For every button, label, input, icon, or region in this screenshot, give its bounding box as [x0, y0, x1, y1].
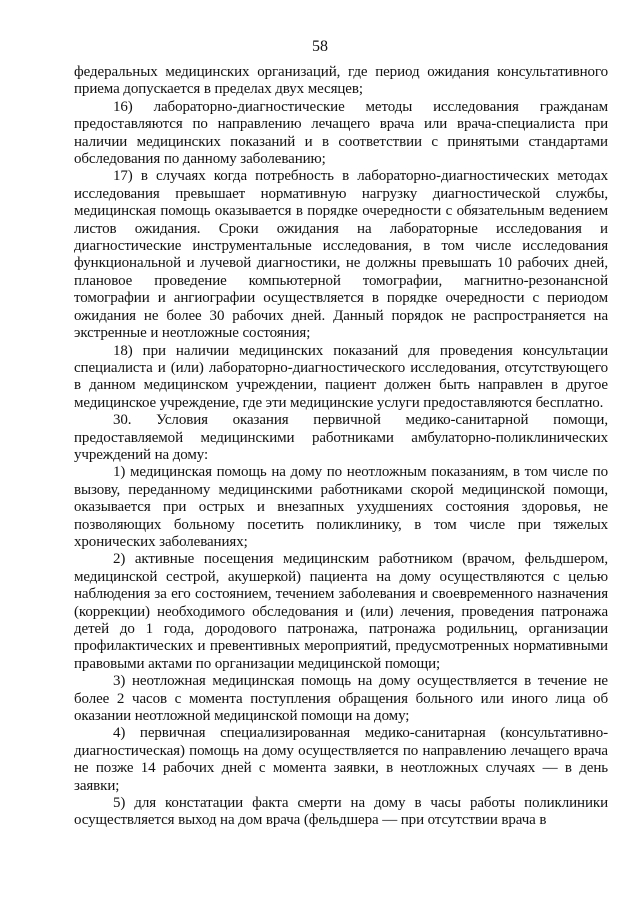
paragraph-item-1: 1) медицинская помощь на дому по неотложным показаниям, в том числе по вызову, переданному медицинскими работниками скорой медицинской помощи, оказывается при острых и внезапных ухудшениях состояния здоровья, не позволяющих больному посетить поликлинику, в том числе при тяжелых хронических заболеваниях; — [74, 464, 608, 550]
paragraph-item-5: 5) для констатации факта смерти на дому в часы работы поликлиники осуществляется выход на дом врача (фельдшера — при отсутствии врача в — [74, 795, 608, 829]
document-body — [74, 64, 608, 830]
paragraph-item-4: 4) первичная специализированная медико-санитарная (консультативно-диагностическая) помощь на дому осуществляется по направлению лечащего врача не позже 14 рабочих дней с момента заявки, в неотложных случаях — в день заявки; — [74, 725, 608, 794]
paragraph-item-3: 3) неотложная медицинская помощь на дому осуществляется в течение не более 2 часов с момента поступления обращения больного или иного лица об оказании неотложной медицинской помощи на дому; — [74, 673, 608, 725]
page-number: 58 — [312, 38, 328, 55]
paragraph-item-16: 16) лабораторно-диагностические методы исследования гражданам предоставляются по направлению лечащего врача или врача-специалиста при наличии медицинских показаний и в соответствии с принятыми стандартами обследования по данному заболеванию; — [74, 98, 608, 168]
paragraph-item-17: 17) в случаях когда потребность в лабораторно-диагностических методах исследования превышает нормативную нагрузку диагностической службы, медицинская помощь оказывается в порядке очередности с обязательным ведением листов ожидания. Сроки ожидания на лабораторные исследования и диагностические инструментальные исследования, в том числе исследования функциональной и лучевой диагностики, не должны превышать 10 рабочих дней, плановое проведение компьютерной томографии, магнитно-резонансной томографии и ангиографии осуществляется в порядке очередности с периодом ожидания не более 30 рабочих дней. Данный порядок не распространяется на экстренные и неотложные состояния; — [74, 168, 608, 342]
paragraph-continuation: федеральных медицинских организаций, где период ожидания консультативного приема допускается в пределах двух месяцев; — [74, 64, 608, 98]
paragraph-item-2: 2) активные посещения медицинским работником (врачом, фельдшером, медицинской сестрой, акушеркой) пациента на дому осуществляются с целью наблюдения за его состоянием, течением заболевания и своевременного назначения (коррекции) необходимого обследования и (или) лечения, проведения патронажа детей до 1 года, дородового патронажа, патронажа родильниц, организации профилактических и превентивных мероприятий, предусмотренных нормативными правовыми актами по организации медицинской помощи; — [74, 551, 608, 672]
paragraph-section-30: 30. Условия оказания первичной медико-санитарной помощи, предоставляемой медицинскими работниками амбулаторно-поликлинических учреждений на дому: — [74, 412, 608, 463]
paragraph-item-18: 18) при наличии медицинских показаний для проведения консультации специалиста и (или) лабораторно-диагностического исследования, отсутствующего в данном медицинском учреждении, пациент должен быть направлен в другое медицинское учреждение, где эти медицинские услуги предоставляются бесплатно. — [74, 342, 608, 411]
